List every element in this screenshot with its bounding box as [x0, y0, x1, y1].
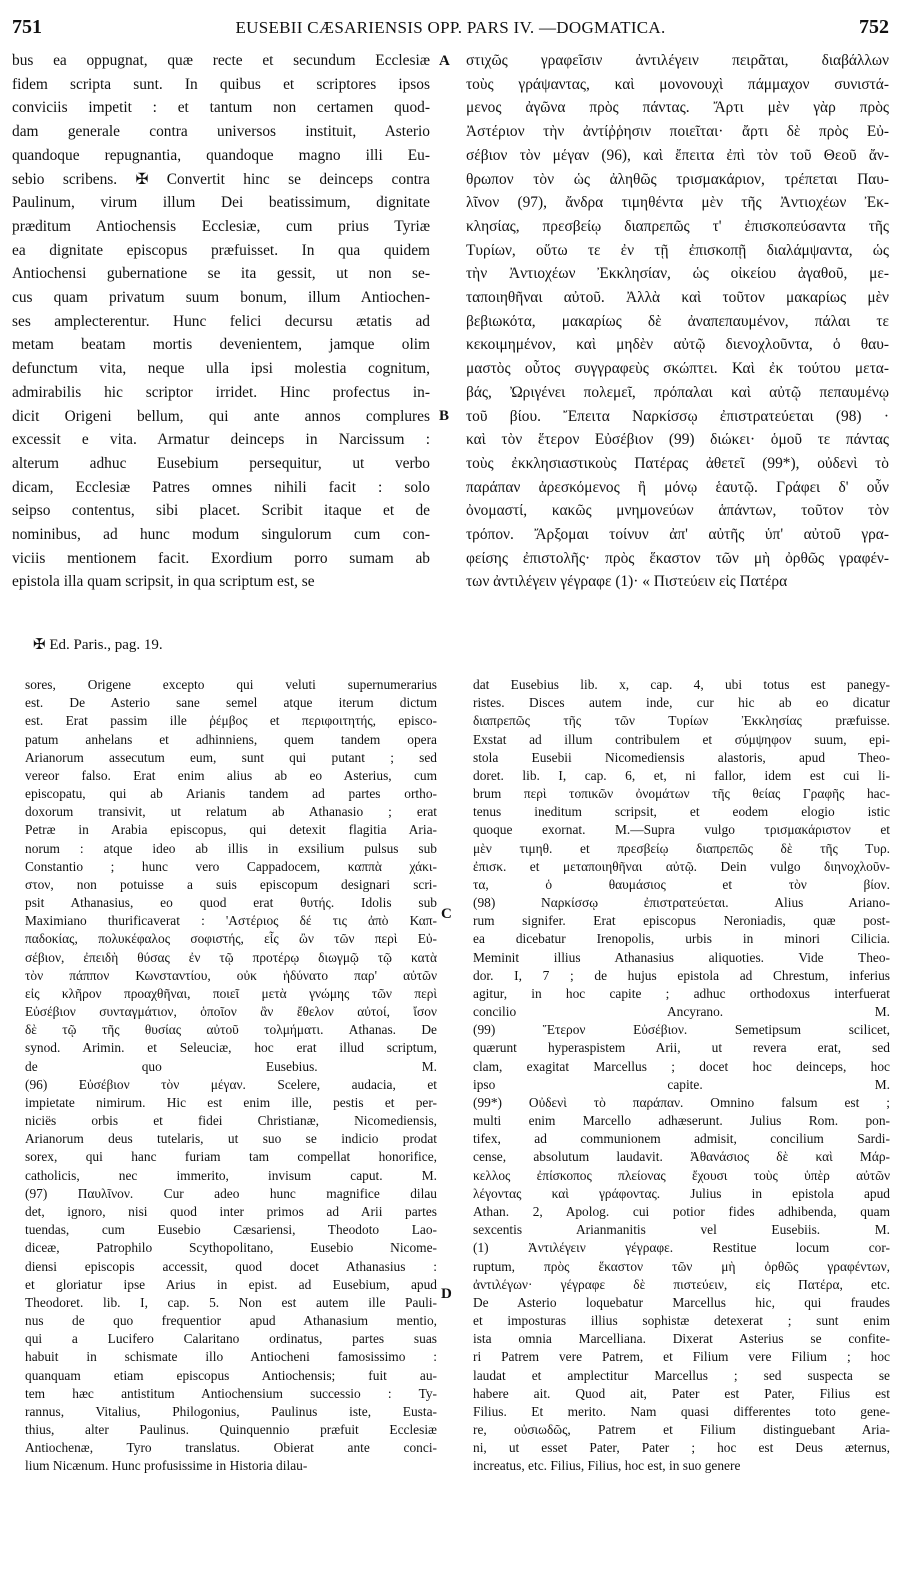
- text-line: ni, ut esset Pater, Pater ; hoc est Deus æternus,: [473, 1440, 890, 1456]
- text-line: ista omnia Marcelliana. Dixerat Asterius se confite-: [473, 1331, 890, 1347]
- page-number-left: 751: [12, 16, 42, 38]
- text-line: quandoque repugnantia, quandoque magno illi Eu-: [12, 146, 430, 164]
- running-title: EUSEBII CÆSARIENSIS OPP. PARS IV. —DOGMATICA.: [235, 18, 666, 37]
- text-line: dicit Origeni bellum, qui ante annos complures: [12, 407, 430, 425]
- text-line: et gloriatur ipse Arius in epist. ad Eusebium, apud: [25, 1276, 437, 1292]
- text-line: κελλος ἐπίσκοπος πλείονας ἔχουσι τοὺς ὑπὲρ αὐτῶν: [473, 1167, 890, 1183]
- margin-letter-b: B: [439, 408, 450, 424]
- text-line: nominibus, ad hunc modum singulorum cum con-: [12, 526, 430, 544]
- text-line: doret. lib. I, cap. 6, et, ni fallor, idem est cui li-: [473, 767, 890, 783]
- text-line: τοὺς ἐκκλησιαστικοὺς Πατέρας ἀθετεῖ (99*), οὐδενὶ τὸ: [466, 454, 889, 472]
- text-line: rum signifer. Erat episcopus Neroniadis, quæ post-: [473, 913, 890, 929]
- text-line: est. De Asterio sane semel atque iterum dictum: [25, 695, 437, 711]
- text-line: βάς, Ὠριγένει πολεμεῖ, πρόπαλαι καὶ αὐτῷ πεπαυμένῳ: [466, 383, 889, 401]
- text-line: μαστὸς οὗτος συγγραφεὺς σκώπτει. Καὶ ἐκ τούτου μετα-: [466, 360, 889, 378]
- text-line: ταποιηθῆναι αὐτοῦ. Ἀλλὰ καὶ τοῦτον μακαρίως μὲν: [466, 289, 889, 307]
- text-line: tuendas, cum Eusebio Cæsariensi, Theodoto Lao-: [25, 1222, 437, 1238]
- text-line: fidem scripta sunt. In quibus et scriptores ipsos: [12, 75, 430, 93]
- text-line: φείσης ἐπιστολῆς· πρὸς ἕκαστον τῶν μὴ ὀρθῶς γραφέν-: [466, 549, 889, 567]
- text-line: βεβιωκότα, μακαρίως δὲ ἀναπεπαυμένον, πάλαι τε: [466, 312, 889, 330]
- text-line: præditum Antiochensis Ecclesiæ, cum prius Tyriæ: [12, 217, 430, 235]
- text-line: agitur, in hoc capite ; adhuc orthodoxus interfuerat: [473, 985, 890, 1001]
- text-line: sexcentis Arianmanitis vel Eusebiis. M.: [473, 1222, 890, 1238]
- text-line: diceæ, Patrophilo Scythopolitano, Eusebio Nicome-: [25, 1240, 437, 1256]
- text-line: habere ait. Quod ait, Pater est Pater, Filius est: [473, 1385, 890, 1401]
- text-line: τοὺς γράψαντας, καὶ μονονουχὶ πάμμαχον συνιστά-: [466, 75, 889, 93]
- text-line: doxorum transivit, ut relatum ab Athanasio ; erat: [25, 804, 437, 820]
- text-line: τοῦ βίου. Ἔπειτα Ναρκίσσῳ ἐπιστρατεύεται (98) ·: [466, 407, 889, 425]
- text-line: Arianorum deus tutelaris, ut suo se indicio prodat: [25, 1131, 437, 1147]
- text-line: epistola illa quam scripsit, in qua scriptum est, se: [12, 573, 315, 591]
- text-line: σέβιον, ἐπειδὴ θύσας ἐν τῷ προτέρῳ διωγμῷ τῷ κατὰ: [25, 949, 437, 965]
- text-line: ἐπισκ. et μεταποιηθῆναι αὐτῷ. Dein vulgo διηνοχλοῦν-: [473, 858, 890, 874]
- text-line: vereor falso. Erat enim alius ab eo Asterius, cum: [25, 767, 437, 783]
- text-line: seipso contentus, sibi placet. Scribit itaque et de: [12, 502, 430, 520]
- text-line: στιχῶς γραφεῖσιν ἀντιλέγειν πειρᾶται, διαβάλλων: [466, 52, 889, 69]
- text-line: καὶ τὸν ἕτερον Εὐσέβιον (99) διώκει· ὁμοῦ τε πάντας: [466, 431, 889, 449]
- text-line: Meminit illius Athanasius aliquoties. Vide Theo-: [473, 949, 890, 965]
- text-line: Exstat ad illum contribulem et σύμψηφον suum, epi-: [473, 731, 890, 747]
- text-line: lium Nicænum. Hunc profusissime in Historia dilau-: [25, 1458, 308, 1474]
- text-line: viciis mentionem facit. Exordium porro sumam ab: [12, 549, 430, 567]
- text-line: τα, ὁ θαυμάσιος et τὸν βίον.: [473, 876, 890, 892]
- text-line: patum anhelans et adhinniens, quem tandem opera: [25, 731, 437, 747]
- text-line: bus ea oppugnat, quæ recte et secundum Ecclesiæ: [12, 52, 430, 69]
- text-line: κεκοιμημένον, καὶ μηδὲν αὐτῷ διενοχλοῦντα, ὁ θαυ-: [466, 336, 889, 354]
- text-line: (96) Εὐσέβιον τὸν μέγαν. Scelere, audacia, et: [25, 1076, 437, 1092]
- text-line: Τυρίων, οὕτω τε ἐν τῇ ἐπισκοπῇ διαλάμψαντα, ὡς: [466, 241, 889, 259]
- margin-letter-c: C: [441, 906, 452, 922]
- text-line: ὀνομαστί, κακῶς μνημονεύων ἁπάντων, τοῦτον τὸν: [466, 502, 889, 520]
- text-line: Theodoret. lib. I, cap. 5. Non est autem ille Pauli-: [25, 1294, 437, 1310]
- text-line: catholicis, nec immerito, invisum caput. M.: [25, 1167, 437, 1183]
- text-line: brum περὶ τοπικῶν ὀνομάτων τῆς θείας Γραφῆς hac-: [473, 786, 890, 802]
- text-line: impietate nimirum. Hic est enim ille, pestis et per-: [25, 1094, 437, 1110]
- text-line: de quo Eusebius. M.: [25, 1058, 437, 1074]
- text-line: μενος ἀγῶνα πρὸς πάντας. Ἄρτι μὲν γὰρ πρὸς: [466, 99, 889, 117]
- text-line: ri Patrem vere Patrem, et Filium vere Filium ; hoc: [473, 1349, 890, 1365]
- text-line: norum : atque ideo ab illis in exsilium pulsus sub: [25, 840, 437, 856]
- edition-note: ✠ Ed. Paris., pag. 19.: [33, 637, 163, 653]
- text-line: quoque exornat. M.—Supra vulgo τρισμακάριστον et: [473, 822, 890, 838]
- text-line: (99) Ἕτερον Εὐσέβιον. Semetipsum scilicet,: [473, 1022, 890, 1038]
- text-line: εἰς κλῆρον προαχθῆναι, ποιεῖ μετὰ γνώμης τῶν περὶ: [25, 985, 437, 1001]
- text-line: re, οὐσιωδῶς, Patrem et Filium distinguebant Aria-: [473, 1422, 890, 1438]
- text-line: ea dignitate episcopus præfuisset. In qua quidem: [12, 241, 430, 259]
- latin-text-column: [12, 49, 430, 594]
- text-line: ea dicebatur Irenopolis, urbis in minori Cilicia.: [473, 931, 890, 947]
- text-line: stola Eusebii Nicomediensis alastoris, apud Theo-: [473, 749, 890, 765]
- text-line: Antiochenæ, Tyro translatus. Obierat ante conci-: [25, 1440, 437, 1456]
- text-line: clam, exagitat Marcellus ; docet hoc deinceps, hoc: [473, 1058, 890, 1074]
- footnotes-left-column: [25, 676, 437, 1476]
- text-line: multi enim Marcello adhæserunt. Julius Rom. pon-: [473, 1113, 890, 1129]
- text-line: Maximiano thurificaverat : 'Αστέριος δέ τις ἀπὸ Καπ-: [25, 913, 437, 929]
- text-line: (1) Ἀντιλέγειν γέγραφε. Restitue locum cor-: [473, 1240, 890, 1256]
- text-line: thius, alter Paulinus. Quinquennio præfuit Ecclesiæ: [25, 1422, 437, 1438]
- text-line: των ἀντιλέγειν γέγραφε (1)· « Πιστεύειν εἰς Πατέρα: [466, 573, 788, 591]
- text-line: dat Eusebius lib. x, cap. 4, ubi totus est panegy-: [473, 677, 890, 692]
- text-line: dam generale contra universos instituit, Asterio: [12, 123, 430, 141]
- text-line: habuit in schismate illo Antiocheni famosissimo :: [25, 1349, 437, 1365]
- text-line: sorex, qui hanc furiam tam compellat honorifice,: [25, 1149, 437, 1165]
- text-line: est. Erat passim ille ῥέμβος et περιφοιτητής, episco-: [25, 713, 437, 729]
- text-line: κλησίας, πρεσβείῳ διαπρεπῶς τ' ἐπισκοπεύσαντα τῆς: [466, 217, 889, 235]
- text-line: tifex, ad communionem admisit, concilium Sardi-: [473, 1131, 890, 1147]
- text-line: dor. I, 7 ; de hujus epistola ad Chrestum, inferius: [473, 967, 890, 983]
- text-line: ἀντιλέγων· γέγραφε δὲ πιστεύειν, εἰς Πατέρα, etc.: [473, 1276, 890, 1292]
- text-line: παδοκίας, πολυκέφαλος σοφιστής, εἷς ὢν τῶν περὶ Εὐ-: [25, 931, 437, 947]
- text-line: σέβιον τὸν μέγαν (96), καὶ ἔπειτα ἐπὶ τὸν τοῦ Θεοῦ ἄν-: [466, 146, 889, 164]
- text-line: excessit e vita. Armatur deinceps in Narcissum :: [12, 431, 430, 449]
- text-line: Paulinum, virum illum Dei beatissimum, dignitate: [12, 194, 430, 212]
- text-line: tem hæc antistitum Antiochensium successio : Ty-: [25, 1385, 437, 1401]
- text-line: increatus, etc. Filius, Filius, hoc est, in suo genere: [473, 1458, 741, 1474]
- text-line: (98) Ναρκίσσῳ ἐπιστρατεύεται. Alius Ariano-: [473, 895, 890, 911]
- text-line: ruptum, πρὸς ἕκαστον τῶν μὴ ὀρθῶς γραφέντων,: [473, 1258, 890, 1274]
- text-line: concilio Ancyrano. M.: [473, 1004, 890, 1020]
- text-line: στον, non potuisse a suis episcopum designari scri-: [25, 876, 437, 892]
- text-line: cus quam privatum suum bonum, illum Antiochen-: [12, 289, 430, 307]
- text-line: alterum adhuc Eusebium persequitur, ut verbo: [12, 454, 430, 472]
- text-line: (97) Παυλῖνον. Cur adeo hunc magnifice dilau: [25, 1185, 437, 1201]
- text-line: defunctum vita, neque ulla ipsi molestia cognitum,: [12, 360, 430, 378]
- text-line: Antiochensi gubernatione se ita gessit, ut non se-: [12, 265, 430, 283]
- greek-text-column: [466, 49, 889, 594]
- text-line: psit Athanasius, eo quod erat θυτής. Idolis sub: [25, 895, 437, 911]
- text-line: παράπαν ἀρεσκόμενος ἢ μόνῳ ἑαυτῷ. Γράφει δ' οὖν: [466, 478, 889, 496]
- text-line: Filius. Et merito. Nam quasi differentes toto gene-: [473, 1403, 890, 1419]
- text-line: episcopatu, qui ab Arianis tandem ad partes ortho-: [25, 786, 437, 802]
- text-line: quærunt hyperaspistem Arii, ut revera erat, sed: [473, 1040, 890, 1056]
- text-line: Ἀστέριον τὴν ἀντίῤῥησιν ποιεῖται· ἄρτι δὲ πρὸς Εὐ-: [466, 123, 889, 141]
- text-line: admirabilis hic scriptor irridet. Hinc profectus in-: [12, 383, 430, 401]
- text-line: rannus, Vitalius, Philogonius, Paulinus iste, Eusta-: [25, 1403, 437, 1419]
- text-line: metam beatam mortis devenientem, jamque olim: [12, 336, 430, 354]
- text-line: sebio scribens. ✠ Convertit hinc se deinceps contra: [12, 170, 430, 188]
- text-line: ipso capite. M.: [473, 1076, 890, 1092]
- text-line: θρωπον τὸν ὡς ἀληθῶς τρισμακάριον, τρέπεται Παυ-: [466, 170, 889, 188]
- text-line: δὲ τῷ τῆς θυσίας αὐτοῦ τολμήματι. Athanas. De: [25, 1022, 437, 1038]
- text-line: λέγοντας καὶ γράφοντας. Julius in epistola apud: [473, 1185, 890, 1201]
- footnotes-right-column: [473, 676, 890, 1476]
- text-line: Athan. 2, Apolog. cui potior fides adhibenda, quam: [473, 1203, 890, 1219]
- text-line: quanquam etiam episcopus Antiochensis; fuit au-: [25, 1367, 437, 1383]
- text-line: De Asterio loquebatur Marcellus hic, qui fraudes: [473, 1294, 890, 1310]
- text-line: et imposturas illius sophistæ detexerat ; sunt enim: [473, 1313, 890, 1329]
- page-header: [12, 16, 889, 42]
- text-line: nus de quo frequentior apud Athanasium mentio,: [25, 1313, 437, 1329]
- text-line: λῖνον (97), ἄνδρα τιμηθέντα μὲν τῆς Ἀντιοχέων Ἐκ-: [466, 194, 889, 212]
- text-line: Εὐσέβιον συνταγμάτιον, ὁποῖον ἂν ἔθελον αὐτοί, ἴσον: [25, 1004, 437, 1020]
- text-line: Constantio ; hunc vero Cappadocem, καππὰ χάκι-: [25, 858, 437, 874]
- text-line: qui a Lucifero Calaritano ordinatus, partes suas: [25, 1331, 437, 1347]
- text-line: ristes. Disces autem inde, cur hic ab eo dicatur: [473, 695, 890, 711]
- margin-letter-a: A: [439, 53, 450, 69]
- text-line: τὸν πάππον Κωνσταντίου, οὐκ ἠδύνατο παρ' αὐτῶν: [25, 967, 437, 983]
- text-line: sores, Origene excepto qui veluti supernumerarius: [25, 677, 437, 692]
- text-line: (99*) Οὐδενὶ τὸ παράπαν. Omnino falsum est ;: [473, 1094, 890, 1110]
- text-line: dicam, Ecclesiæ Patres omnes nihili facit : solo: [12, 478, 430, 496]
- margin-letter-d: D: [441, 1286, 452, 1302]
- text-line: conviciis impetit : et tantum non certamen quod-: [12, 99, 430, 117]
- text-line: διαπρεπῶς τῆς τῶν Τυρίων Ἐκκλησίας præfuisse.: [473, 713, 890, 729]
- text-line: μὲν τιμηθ. et πρεσβείῳ διαπρεπῶς δὲ τῆς Τυρ.: [473, 840, 890, 856]
- text-line: τὴν Ἀντιοχέων Ἐκκλησίαν, ὡς οἰκείου ἀγαθοῦ, με-: [466, 265, 889, 283]
- text-line: det, ignoro, nisi quod inter primos ad Arii partes: [25, 1203, 437, 1219]
- text-line: cense, absolutum laudavit. Ἀθανάσιος δὲ καὶ Μάρ-: [473, 1149, 890, 1165]
- text-line: ses amplecterentur. Hunc felici decursu ætatis ad: [12, 312, 430, 330]
- text-line: Petræ in Arabia episcopus, qui detexit flagitia Aria-: [25, 822, 437, 838]
- text-line: tenus ineditum scripsit, et eodem elogio istic: [473, 804, 890, 820]
- page-number-right: 752: [859, 16, 889, 38]
- text-line: laudat et amplectitur Marcellus ; sed suspecta se: [473, 1367, 890, 1383]
- text-line: τρόπον. Ἄρξομαι τοίνυν ἀπ' αὐτῆς ὑπ' αὐτοῦ γρα-: [466, 526, 889, 544]
- text-line: synod. Arimin. et Seleuciæ, hoc erat illud scriptum,: [25, 1040, 437, 1056]
- text-line: Arianorum assecutum eum, sunt qui putant ; sed: [25, 749, 437, 765]
- text-line: diensi episcopis accessit, quod docet Athanasius :: [25, 1258, 437, 1274]
- text-line: niciës orbis et fidei Christianæ, Nicomediensis,: [25, 1113, 437, 1129]
